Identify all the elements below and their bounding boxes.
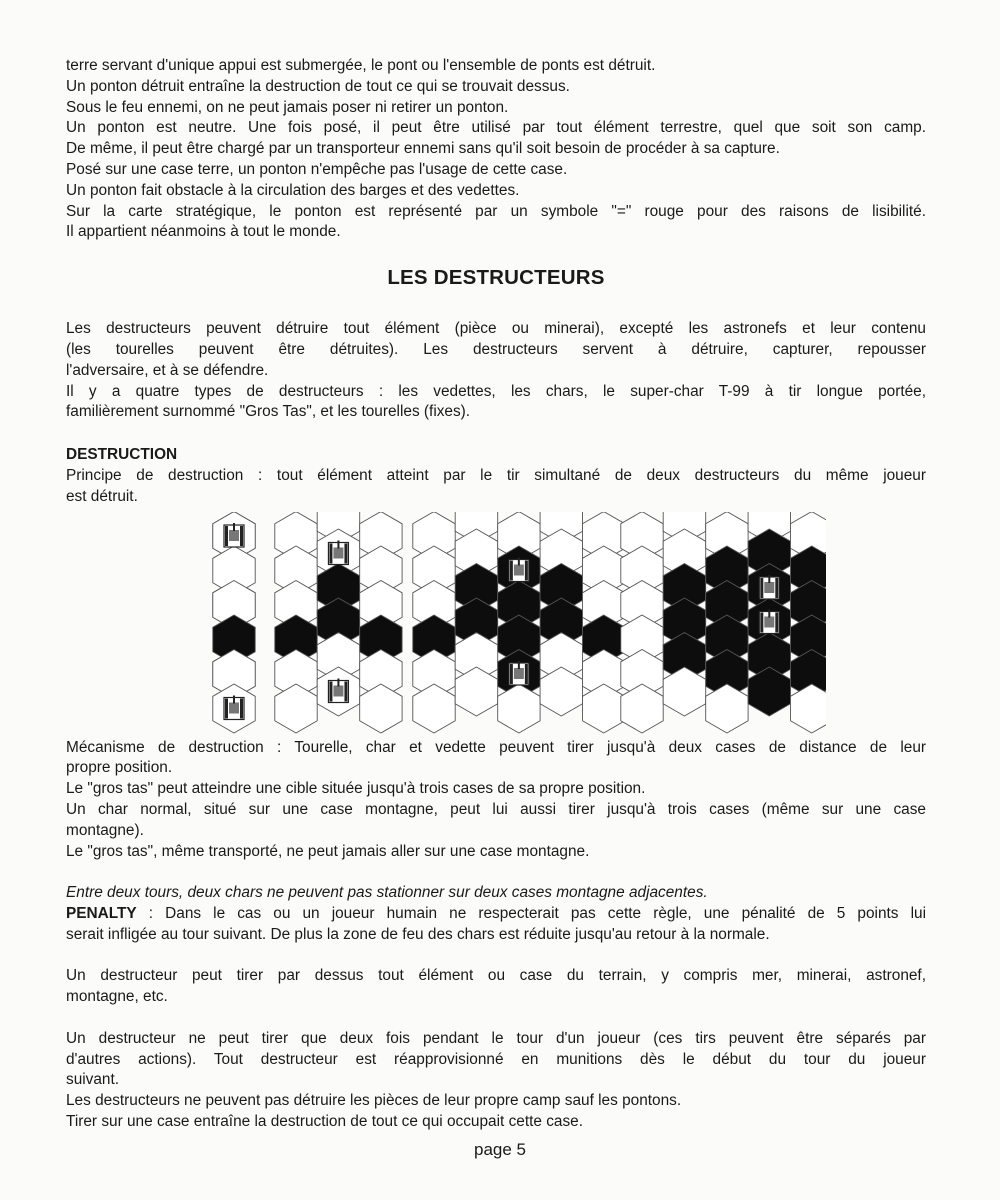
description-line: (les tourelles peuvent être détruites). Les destructeurs servent à détruire, capturer, repousser: [66, 340, 926, 358]
hex-cell: [621, 684, 663, 733]
penalty-line: [66, 904, 926, 925]
document-body: [66, 56, 926, 1133]
hex-cell: [791, 684, 827, 733]
intro-block: [66, 56, 926, 243]
hex-cell: [413, 684, 455, 733]
mechanism-block: [66, 738, 926, 863]
mechanism-line: propre position.: [66, 759, 173, 777]
tank-icon: [328, 540, 348, 564]
twice-line: suivant.: [66, 1071, 120, 1089]
intro-line: Un ponton fait obstacle à la circulation des barges et des vedettes.: [66, 181, 520, 199]
twice-line: Tirer sur une case entraîne la destruction de tout ce qui occupait cette case.: [66, 1112, 584, 1130]
description-line: Les destructeurs peuvent détruire tout élément (pièce ou minerai), excepté les astronefs et leur contenu: [66, 320, 926, 338]
hex-cell: [748, 667, 790, 716]
penalty-text: : Dans le cas ou un joueur humain ne respecterait pas cette règle, une pénalité de 5 points lui: [136, 904, 926, 922]
intro-line: Sur la carte stratégique, le ponton est représenté par un symbole "=" rouge pour des raisons de lisibilité.: [66, 202, 926, 220]
fire-over-line: Un destructeur peut tirer par dessus tout élément ou case du terrain, y compris mer, minerai, astronef,: [66, 967, 926, 985]
tank-icon: [224, 695, 244, 719]
mechanism-line: Un char normal, situé sur une case montagne, peut lui aussi tirer jusqu'à trois cases (même sur une case: [66, 800, 926, 818]
description-line: Il y a quatre types de destructeurs : les vedettes, les chars, le super-char T-99 à tir longue portée,: [66, 382, 926, 400]
mechanism-line: Le "gros tas", même transporté, ne peut jamais aller sur une case montagne.: [66, 842, 590, 860]
mechanism-line: montagne).: [66, 821, 144, 839]
intro-line: Un ponton est neutre. Une fois posé, il peut être utilisé par tout élément terrestre, quel que soit son camp.: [66, 119, 926, 137]
tank-icon: [224, 523, 244, 547]
mechanism-line: Le "gros tas" peut atteindre une cible située jusqu'à trois cases de sa propre position.: [66, 780, 646, 798]
penalty-label: PENALTY: [66, 904, 137, 922]
hex-cell: [275, 684, 317, 733]
page-number: page 5: [474, 1140, 526, 1159]
destruction-line: Principe de destruction : tout élément atteint par le tir simultané de deux destructeurs du même joueur: [66, 466, 926, 484]
tank-icon: [759, 609, 779, 633]
description-line: l'adversaire, et à se défendre.: [66, 361, 269, 379]
hex-cell: [455, 667, 498, 716]
intro-line: De même, il peut être chargé par un transporteur ennemi sans qu'il soit besoin de procéder à sa capture.: [66, 140, 780, 158]
twice-line: Les destructeurs ne peuvent pas détruire les pièces de leur propre camp sauf les pontons.: [66, 1092, 682, 1110]
tank-icon: [759, 575, 779, 599]
twice-line: Un destructeur ne peut tirer que deux fois pendant le tour d'un joueur (ces tirs peuvent être séparés par: [66, 1029, 926, 1047]
mechanism-line: Mécanisme de destruction : Tourelle, char et vedette peuvent tirer jusqu'à deux cases de distance de leur: [66, 738, 926, 756]
tank-icon: [328, 678, 348, 702]
hex-cell: [583, 684, 626, 733]
intro-line: Posé sur une case terre, un ponton n'empêche pas l'usage de cette case.: [66, 160, 568, 178]
hex-diagram: [206, 512, 826, 734]
description-line: familièrement surnommé "Gros Tas", et les tourelles (fixes).: [66, 403, 471, 421]
intro-line: terre servant d'unique appui est submergée, le pont ou l'ensemble de ponts est détruit.: [66, 57, 656, 74]
tank-icon: [509, 661, 529, 685]
tank-icon: [509, 557, 529, 581]
intro-line: Sous le feu ennemi, on ne peut jamais poser ni retirer un ponton.: [66, 98, 509, 116]
penalty-line-2: serait infligée au tour suivant. De plus la zone de feu des chars est réduite jusqu'au retour à la normale.: [66, 925, 770, 943]
hex-cell: [706, 684, 748, 733]
fire-over-line: montagne, etc.: [66, 988, 168, 1006]
hex-cell: [360, 684, 402, 733]
rule-italic: [66, 883, 926, 904]
intro-line: Un ponton détruit entraîne la destruction de tout ce qui se trouvait dessus.: [66, 77, 570, 95]
destruction-line: est détruit.: [66, 487, 138, 505]
section-heading: LES DESTRUCTEURS: [387, 266, 605, 290]
destructeurs-description: [66, 319, 926, 423]
intro-line: Il appartient néanmoins à tout le monde.: [66, 223, 341, 241]
rule-italic-text: Entre deux tours, deux chars ne peuvent pas stationner sur deux cases montagne adjacentes.: [66, 884, 708, 902]
hex-cell: [540, 667, 582, 716]
twice-line: d'autres actions). Tout destructeur est réapprovisionné en munitions dès le début du tour du joueur: [66, 1050, 926, 1068]
destruction-diagram: [66, 512, 926, 738]
hex-cell: [498, 684, 540, 733]
destruction-title: DESTRUCTION: [66, 446, 178, 464]
hex-cell: [663, 667, 706, 716]
